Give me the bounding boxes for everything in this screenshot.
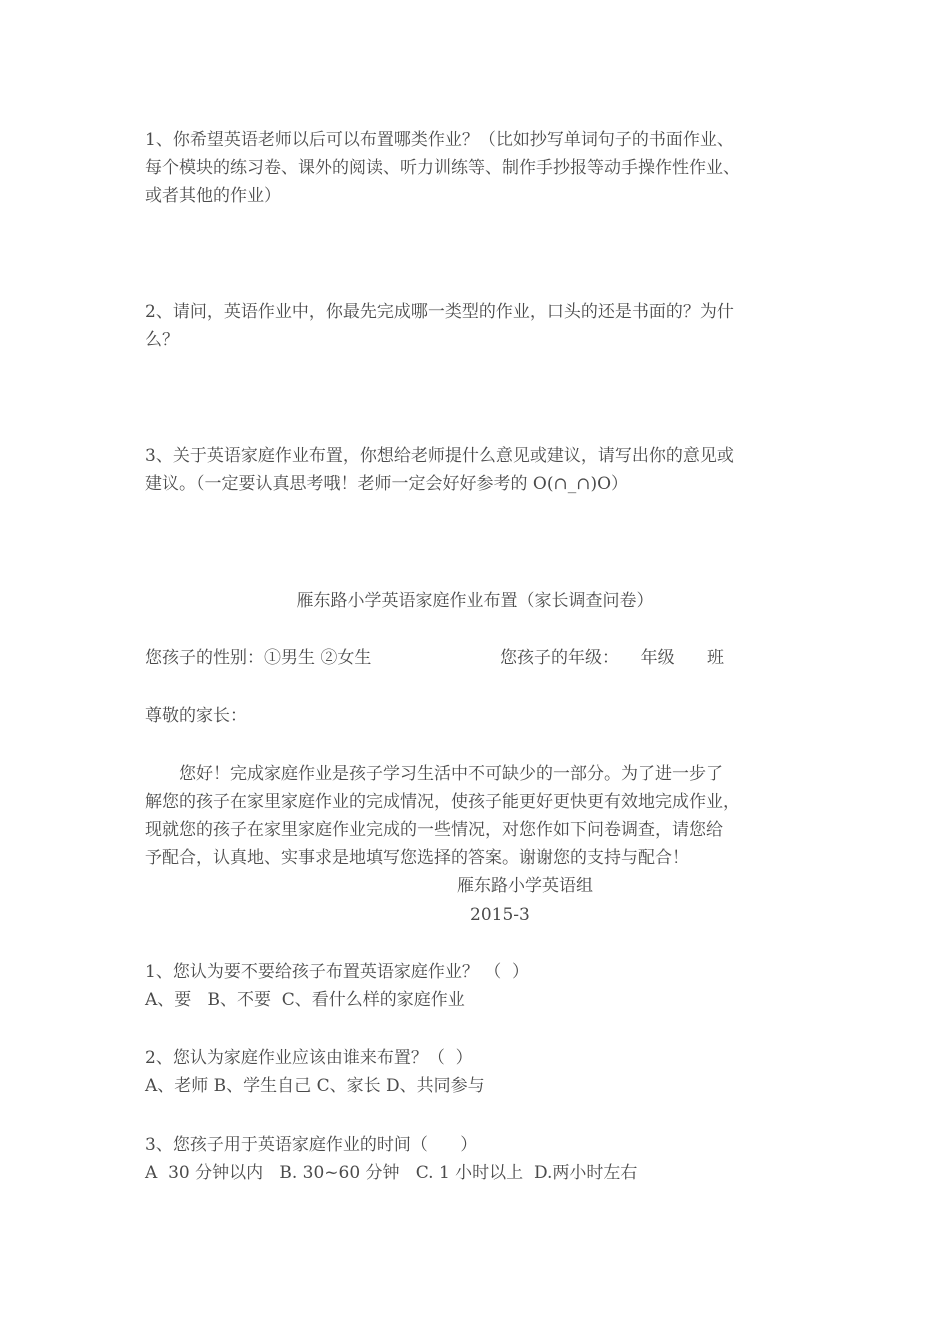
question-line: 建议。（一定要认真思考哦！老师一定会好好参考的 O(∩_∩)O）: [145, 474, 629, 494]
question-line: 或者其他的作业）: [145, 186, 281, 206]
question-line: 3、关于英语家庭作业布置，你想给老师提什么意见或建议，请写出你的意见或: [145, 446, 734, 466]
intro-line: 解您的孩子在家里家庭作业的完成情况，使孩子能更好更快更有效地完成作业，: [145, 792, 740, 812]
intro-line: 予配合，认真地、实事求是地填写您选择的答案。谢谢您的支持与配合！: [145, 848, 689, 868]
question-line: 每个模块的练习卷、课外的阅读、听力训练等、制作手抄报等动手操作性作业、: [145, 158, 740, 178]
greeting: 尊敬的家长：: [145, 706, 247, 726]
question-line: 么？: [145, 330, 179, 350]
question-line: 1、你希望英语老师以后可以布置哪类作业？（比如抄写单词句子的书面作业、: [145, 130, 734, 150]
student-question-2: [145, 298, 810, 354]
gender-line: 您孩子的性别：①男生 ②女生: [145, 648, 372, 668]
survey-question-1: [145, 958, 810, 1014]
survey-question-text: 1、您认为要不要给孩子布置英语家庭作业？ （ ）: [145, 962, 530, 982]
survey-question-text: 2、您认为家庭作业应该由谁来布置？（ ）: [145, 1048, 473, 1068]
grade-line: 您孩子的年级： 年级 班: [500, 648, 725, 668]
survey-title: 雁东路小学英语家庭作业布置（家长调查问卷）: [296, 591, 654, 611]
student-question-1: [145, 126, 810, 210]
survey-question-options: A 30 分钟以内 B. 30~60 分钟 C. 1 小时以上 D.两小时左右: [145, 1163, 638, 1183]
survey-question-options: A、老师 B、学生自己 C、家长 D、共同参与: [145, 1076, 485, 1096]
signature: 雁东路小学英语组: [457, 876, 593, 896]
survey-question-text: 3、您孩子用于英语家庭作业的时间（ ）: [145, 1135, 478, 1155]
survey-intro: [145, 760, 810, 872]
student-question-3: [145, 442, 810, 498]
intro-line: 您好！完成家庭作业是孩子学习生活中不可缺少的一部分。为了进一步了: [179, 764, 723, 784]
survey-question-3: [145, 1131, 810, 1187]
intro-line: 现就您的孩子在家里家庭作业完成的一些情况，对您作如下问卷调查，请您给: [145, 820, 723, 840]
survey-date: 2015-3: [470, 905, 530, 925]
question-line: 2、请问，英语作业中，你最先完成哪一类型的作业，口头的还是书面的？为什: [145, 302, 734, 322]
survey-question-options: A、要 B、不要 C、看什么样的家庭作业: [145, 990, 465, 1010]
survey-question-2: [145, 1044, 810, 1100]
